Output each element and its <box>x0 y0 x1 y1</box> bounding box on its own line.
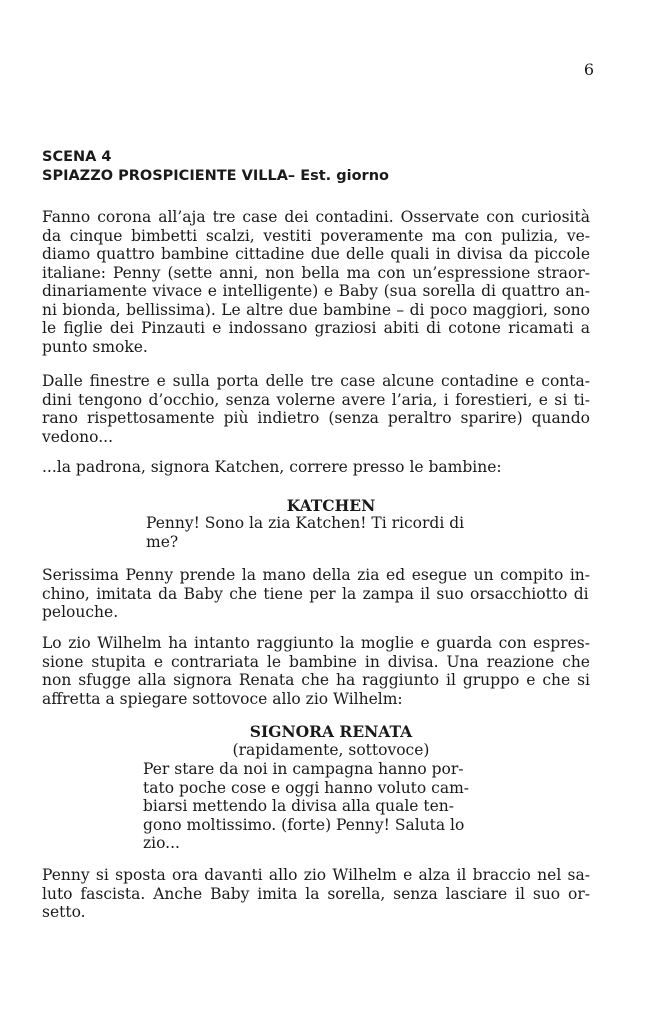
action-paragraph-1 <box>42 208 590 356</box>
dialogue-line: me? <box>146 532 179 551</box>
text-line: non sfugge alla signora Renata che ha raggiunto il gruppo e che si <box>42 671 590 689</box>
text-line: Lo zio Wilhelm ha intanto raggiunto la moglie e guarda con espres- <box>42 634 590 652</box>
scene-number: SCENA 4 <box>42 149 112 165</box>
text-line: punto smoke. <box>42 337 148 356</box>
text-line: dinariamente vivace e intelligente) e Baby (sua sorella di quattro an- <box>42 282 590 300</box>
dialogue-line: tato poche cose e oggi hanno voluto cam- <box>143 778 470 797</box>
dialogue-line: gono moltissimo. (forte) Penny! Saluta lo <box>143 815 465 834</box>
page-number: 6 <box>583 60 594 79</box>
dialogue-line: Per stare da noi in campagna hanno por- <box>143 760 464 778</box>
text-line: le figlie dei Pinzauti e indossano graziosi abiti di cotone ricamati a <box>42 319 590 337</box>
text-line: pelouche. <box>42 603 119 621</box>
text-line: affretta a spiegare sottovoce allo zio Wilhelm: <box>42 689 403 708</box>
dialogue-line: zio... <box>143 834 180 852</box>
character-name-renata: SIGNORA RENATA <box>249 722 413 741</box>
dialogue-katchen <box>146 514 464 551</box>
text-line: rano rispettosamente più indietro (senza peraltro sparire) quando <box>42 409 590 427</box>
text-line: diamo quattro bambine cittadine due delle quali in divisa da piccole <box>42 245 590 263</box>
scene-location: SPIAZZO PROSPICIENTE VILLA– Est. giorno <box>42 168 389 184</box>
dialogue-line: biarsi mettendo la divisa alla quale ten- <box>143 797 455 815</box>
text-line: italiane: Penny (sette anni, non bella ma con un’espressione straor- <box>42 263 590 282</box>
text-line: Fanno corona all’aja tre case dei contadini. Osservate con curiosità <box>42 208 590 226</box>
text-line: da cinque bimbetti scalzi, vestiti poveramente ma con pulizia, ve- <box>42 226 590 245</box>
action-paragraph-5 <box>42 634 590 708</box>
text-line: Penny si sposta ora davanti allo zio Wilhelm e alza il braccio nel sa- <box>42 866 590 884</box>
text-line: sione stupita e contrariata le bambine in divisa. Una reazione che <box>42 652 590 671</box>
text-line: luto fascista. Anche Baby imita la sorella, senza lasciare il suo or- <box>42 884 590 903</box>
text-line: ni bionda, bellissima). Le altre due bambine – di poco maggiori, sono <box>42 300 590 319</box>
text-line: Serissima Penny prende la mano della zia ed esegue un compito in- <box>42 566 590 584</box>
dialogue-line: Penny! Sono la zia Katchen! Ti ricordi di <box>146 514 465 532</box>
text-line: dini tengono d’occhio, senza volerne avere l’aria, i forestieri, e si ti- <box>42 390 590 409</box>
action-paragraph-3 <box>42 458 590 477</box>
action-paragraph-6 <box>42 866 590 922</box>
action-paragraph-4 <box>42 566 590 622</box>
text-line: ...la padrona, signora Katchen, correre presso le bambine: <box>42 458 502 476</box>
text-line: setto. <box>42 903 86 921</box>
action-paragraph-2 <box>42 372 590 446</box>
character-name-katchen: KATCHEN <box>286 496 376 515</box>
parenthetical-renata: (rapidamente, sottovoce) <box>232 741 430 759</box>
text-line: vedono... <box>42 427 114 446</box>
text-line: chino, imitata da Baby che tiene per la zampa il suo orsacchiotto di <box>42 584 589 603</box>
scene-heading <box>42 148 389 186</box>
text-line: Dalle finestre e sulla porta delle tre case alcune contadine e conta- <box>42 372 590 390</box>
dialogue-renata <box>143 760 469 853</box>
